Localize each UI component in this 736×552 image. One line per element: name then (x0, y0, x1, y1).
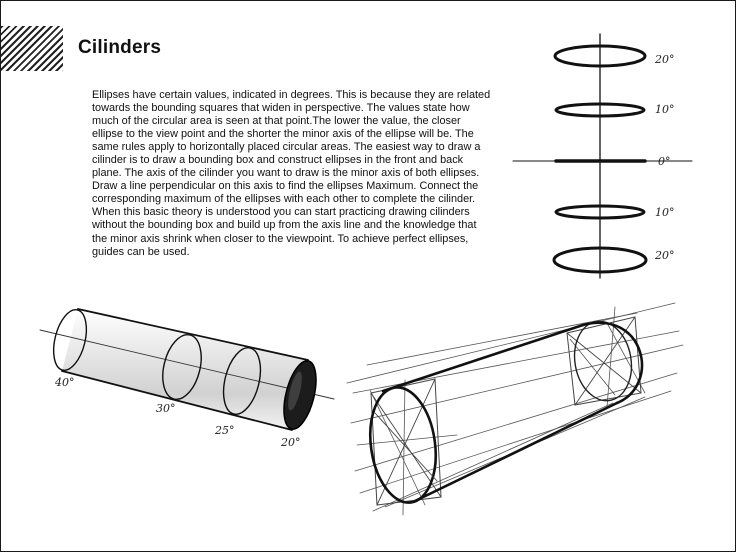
degree-label-10-bottom: 10° (655, 206, 675, 219)
construction-cylinder-drawing (345, 295, 685, 545)
page-title: Cilinders (78, 37, 162, 58)
degree-label-10-top: 10° (655, 103, 675, 116)
cylinder-bottom-contour (415, 403, 617, 501)
degree-label-20-top: 20° (655, 53, 675, 66)
degree-label-25: 25° (215, 424, 235, 437)
body-paragraph: Ellipses have certain values, indicated in degrees. This is because they are related towards the bounding squares that widen in perspective. The values state how much of the circular area is seen at that point.The lower the value, the closer ellipse to the view point and the shorter the minor axis of the ellipse will be. The same rules apply to horizontally placed circular areas. The easiest way to draw a cilinder is to draw a bounding box and construct ellipses in the front and back plane. The axis of the cilinder you want to draw is the minor axis of both ellipses. Draw a line perpendicular on this axis to find the ellipses Maximum. Connect the corresponding maximum of the ellipses with each other to complete the cilinder. When this basic theory is understood you can start practicing drawing cilinders without the bounding box and build up from the axis line and the knowledge that the minor axis shrink when closer to the viewpoint. To achieve perfect ellipses, guides can be used. (92, 89, 491, 258)
cylinder-top-contour (383, 325, 583, 391)
ellipse-degree-figure (505, 28, 705, 283)
degree-label-30: 30° (156, 402, 176, 415)
hatched-corner-decoration (1, 26, 63, 71)
horizontal-cylinder-drawing (36, 285, 336, 460)
construction-lines (347, 303, 683, 515)
cylinder-body-shading (62, 309, 308, 430)
degree-label-0: 0° (658, 155, 671, 168)
degree-label-20-cylinder: 20° (281, 436, 301, 449)
degree-label-20-bottom: 20° (655, 249, 675, 262)
back-bounding-box (567, 317, 641, 405)
degree-label-40: 40° (55, 376, 75, 389)
